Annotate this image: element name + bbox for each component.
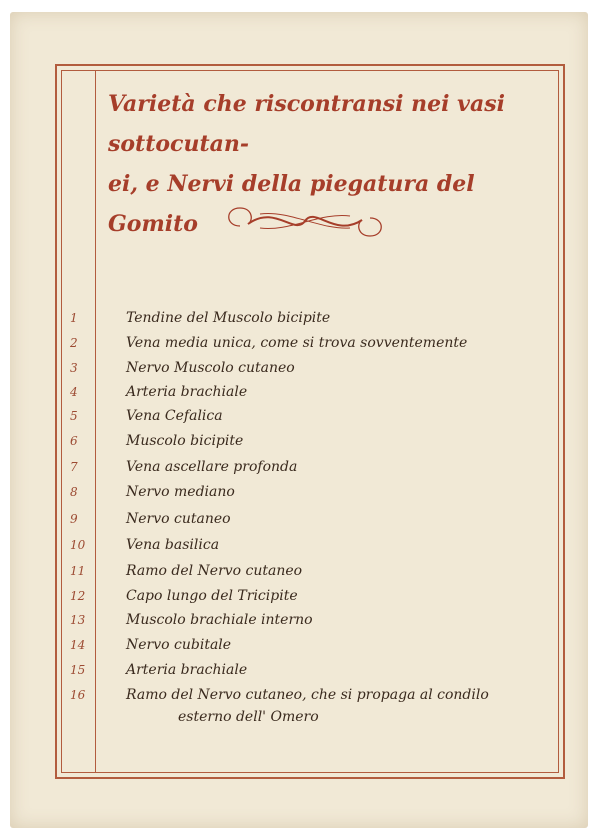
list-item-text: Ramo del Nervo cutaneo, che si propaga al condilo <box>126 687 489 703</box>
margin-rule <box>95 70 96 773</box>
list-item-number: 14 <box>70 638 86 652</box>
list-item-number: 15 <box>70 663 86 677</box>
list-item-text: Muscolo bicipite <box>126 433 244 449</box>
list-item-number: 7 <box>70 460 78 474</box>
list-item-text: Vena ascellare profonda <box>126 459 298 475</box>
list-item-text: Muscolo brachiale interno <box>126 612 313 628</box>
list-item-text: Tendine del Muscolo bicipite <box>126 310 331 326</box>
list-item-number: 1 <box>70 311 78 325</box>
list-item-text: Vena Cefalica <box>126 408 223 424</box>
list-item-number: 6 <box>70 434 78 448</box>
list-item-number: 5 <box>70 409 78 423</box>
list-item-text: Nervo Muscolo cutaneo <box>126 360 295 376</box>
list-item-text: Nervo mediano <box>126 484 235 500</box>
list-item-16-continuation: esterno dell' Omero <box>178 709 319 725</box>
list-item-text: Vena basilica <box>126 537 220 553</box>
list-item-number: 16 <box>70 688 86 702</box>
list-item-number: 2 <box>70 336 78 350</box>
list-item-text: Arteria brachiale <box>126 662 248 678</box>
list-item-number: 12 <box>70 589 86 603</box>
title-line-2: ei, e Nervi della piegatura del Gomito <box>108 171 475 237</box>
list-item-text: Vena media unica, come si trova sovventemente <box>126 335 468 351</box>
list-item-text: Ramo del Nervo cutaneo <box>126 563 303 579</box>
list-item-number: 8 <box>70 485 78 499</box>
list-item-text: Nervo cubitale <box>126 637 232 653</box>
list-item-number: 3 <box>70 361 78 375</box>
list-item-text: Arteria brachiale <box>126 384 248 400</box>
list-item-number: 9 <box>70 512 78 526</box>
list-item-text: Capo lungo del Tricipite <box>126 588 298 604</box>
list-item-number: 11 <box>70 564 86 578</box>
list-item-number: 4 <box>70 385 78 399</box>
list-item-number: 10 <box>70 538 86 552</box>
title-line-1: Varietà che riscontransi nei vasi sottocutan- <box>108 91 505 157</box>
calligraphic-flourish <box>220 196 390 246</box>
list-item-number: 13 <box>70 613 86 627</box>
list-item-text: Nervo cutaneo <box>126 511 231 527</box>
